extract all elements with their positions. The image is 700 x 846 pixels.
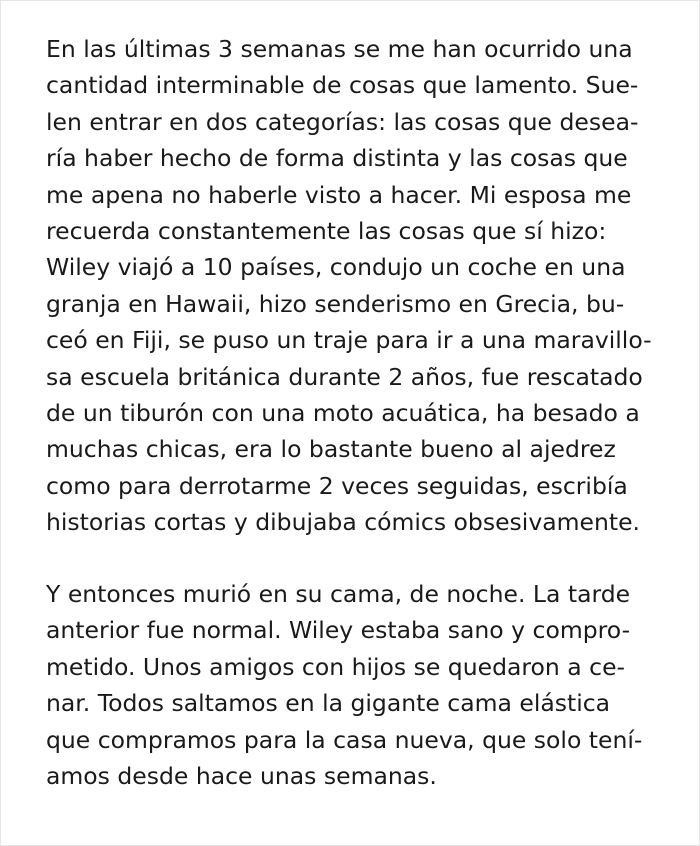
text-line: En las últimas 3 semanas se me han ocurrido una xyxy=(46,35,633,63)
paragraph-2 xyxy=(46,576,642,794)
text-line: Wiley viajó a 10 países, condujo un coche en una xyxy=(46,253,626,282)
text-line: ceó en Fiji, se puso un traje para ir a una maravillo- xyxy=(46,326,652,355)
text-line: como para derrotarme 2 veces seguidas, escribía xyxy=(46,471,628,500)
text-line: me apena no haberle visto a hacer. Mi esposa me xyxy=(46,180,632,209)
text-line: recuerda constantemente las cosas que sí hizo: xyxy=(46,217,607,246)
text-line: len entrar en dos categorías: las cosas que desea- xyxy=(46,107,639,136)
text-line: amos desde hace unas semanas. xyxy=(46,762,437,791)
text-line: cantidad interminable de cosas que lamento. Sue- xyxy=(46,71,639,100)
text-line: de un tiburón con una moto acuática, ha besado a xyxy=(46,399,640,428)
text-line: que compramos para la casa nueva, que solo tení- xyxy=(46,725,643,754)
text-line: historias cortas y dibujaba cómics obsesivamente. xyxy=(46,508,641,537)
text-line: anterior fue normal. Wiley estaba sano y compro- xyxy=(46,616,631,645)
paragraph-1 xyxy=(46,31,652,541)
text-line: Y entonces murió en su cama, de noche. La tarde xyxy=(46,580,631,608)
text-line: muchas chicas, era lo bastante bueno al ajedrez xyxy=(46,435,616,464)
text-line: ría haber hecho de forma distinta y las cosas que xyxy=(46,144,628,173)
text-line: sa escuela británica durante 2 años, fue rescatado xyxy=(46,362,643,391)
text-line: metido. Unos amigos con hijos se quedaron a ce- xyxy=(46,652,626,681)
text-line: nar. Todos saltamos en la gigante cama elástica xyxy=(46,689,611,718)
text-line: granja en Hawaii, hizo senderismo en Grecia, bu- xyxy=(46,289,625,318)
